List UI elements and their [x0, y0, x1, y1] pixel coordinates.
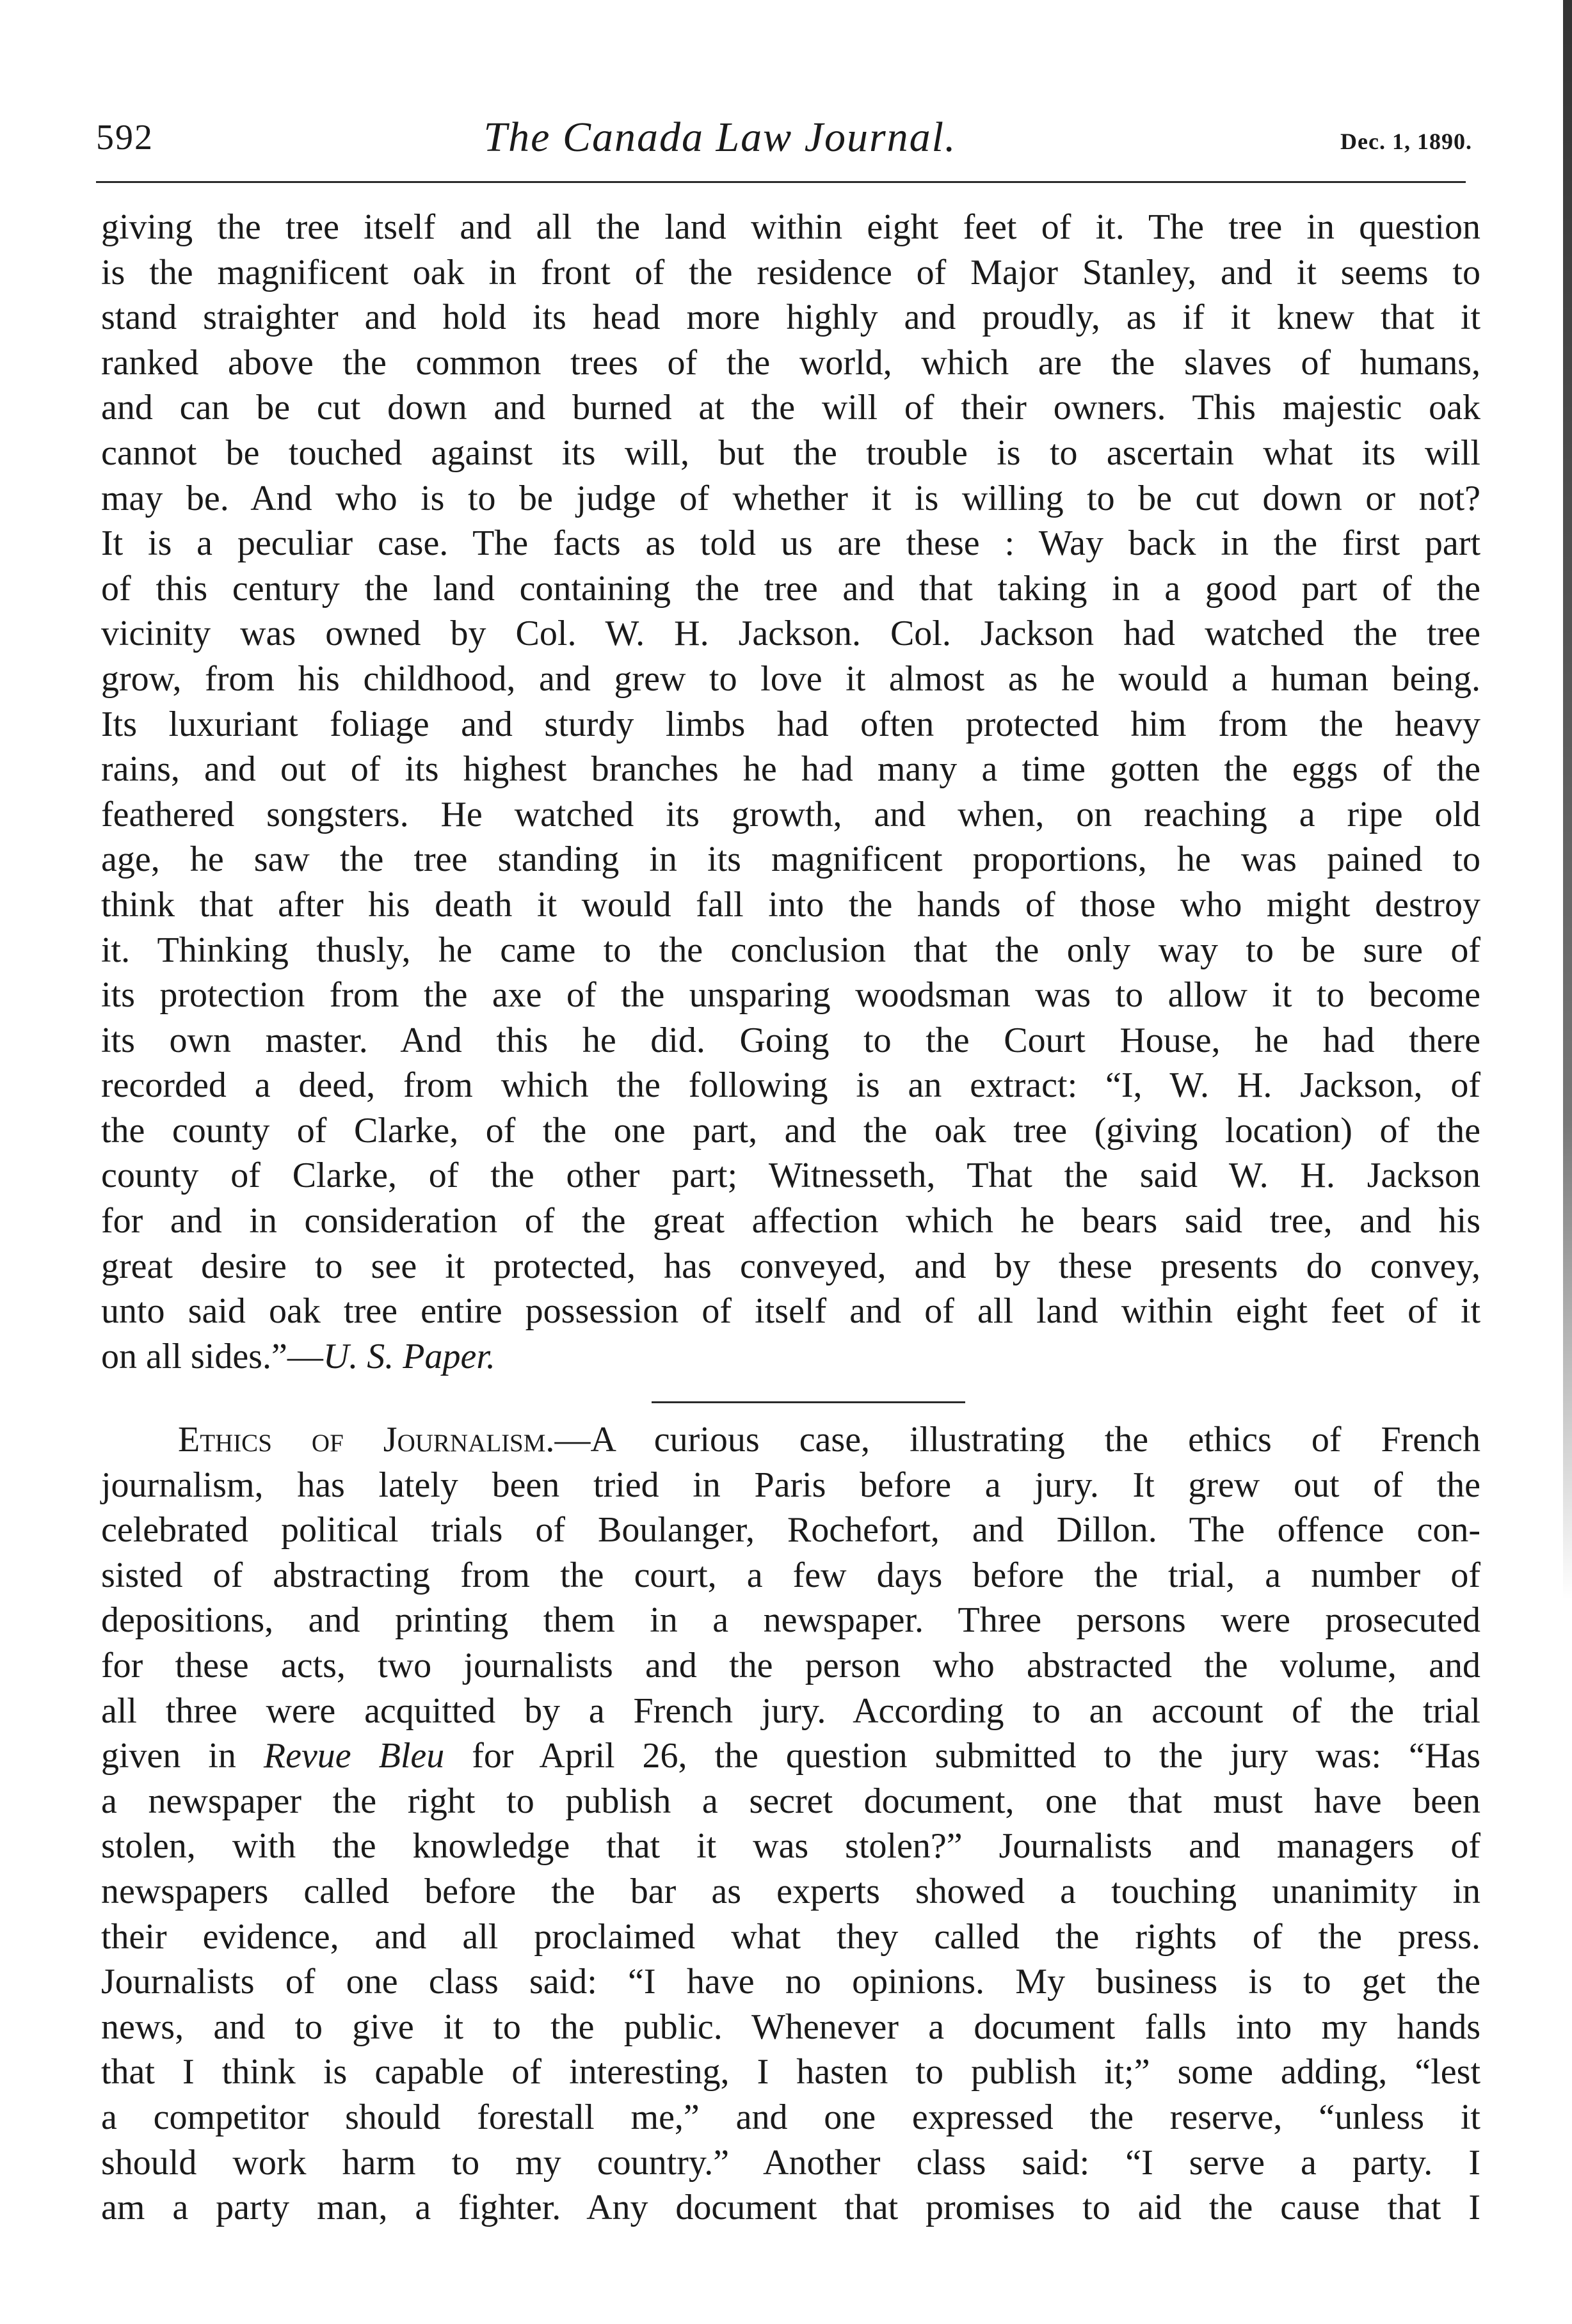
article-ethics-of-journalism: [101, 1417, 1480, 2231]
text-line: sisted of abstracting from the court, a few days before the trial, a number of: [101, 1555, 1480, 1595]
revue-text-before: given in: [101, 1736, 264, 1776]
text-line: great desire to see it protected, has conveyed, and by these presents do convey,: [101, 1246, 1480, 1286]
revue-title: Revue Bleu: [263, 1736, 445, 1776]
text-line: all three were acquitted by a French jury. According to an account of the trial: [101, 1691, 1480, 1731]
article-oak-tree: [101, 205, 1480, 1379]
text-line: of this century the land containing the tree and that taking in a good part of the: [101, 568, 1480, 609]
text-line: its own master. And this he did. Going to the Court House, he had there: [101, 1020, 1480, 1060]
issue-date: Dec. 1, 1890.: [1340, 129, 1472, 154]
text-line: Its luxuriant foliage and sturdy limbs had often protected him from the heavy: [101, 704, 1480, 744]
text-line: it. Thinking thusly, he came to the conclusion that the only way to be sure of: [101, 930, 1480, 970]
text-line: am a party man, a fighter. Any document that promises to aid the cause that I: [101, 2188, 1480, 2228]
text-line: for these acts, two journalists and the person who abstracted the volume, and: [101, 1645, 1480, 1685]
text-line: newspapers called before the bar as experts showed a touching unanimity in: [101, 1871, 1480, 1911]
binding-edge-shadow: [1563, 0, 1572, 1600]
text-line: vicinity was owned by Col. W. H. Jackson. Col. Jackson had watched the tree: [101, 614, 1480, 654]
text-line: It is a peculiar case. The facts as told us are these : Way back in the first part: [101, 523, 1480, 564]
text-line: ranked above the common trees of the world, which are the slaves of humans,: [101, 342, 1480, 383]
text-line: should work harm to my country.” Another class said: “I serve a party. I: [101, 2142, 1480, 2183]
text-line: unto said oak tree entire possession of itself and of all land within eight feet of it: [101, 1291, 1480, 1332]
section-heading: Ethics of Journalism.: [178, 1420, 555, 1460]
text-line: cannot be touched against its will, but the trouble is to ascertain what its will: [101, 433, 1480, 473]
text-line: think that after his death it would fall into the hands of those who might destroy: [101, 884, 1480, 925]
text-line: a competitor should forestall me,” and one expressed the reserve, “unless it: [101, 2097, 1480, 2137]
revue-line: [101, 1733, 1480, 1779]
text-line: is the magnificent oak in front of the residence of Major Stanley, and it seems to: [101, 252, 1480, 292]
opening-line: [101, 1417, 1480, 1463]
text-line: news, and to give it to the public. Whenever a document falls into my hands: [101, 2007, 1480, 2047]
opening-text: —A curious case, illustrating the ethics of French: [554, 1420, 1480, 1460]
text-line: its protection from the axe of the unsparing woodsman was to allow it to become: [101, 975, 1480, 1015]
text-line: and can be cut down and burned at the will of their owners. This majestic oak: [101, 388, 1480, 428]
page-header: [96, 109, 1472, 166]
text-line: giving the tree itself and all the land within eight feet of it. The tree in question: [101, 207, 1480, 247]
text-line: for and in consideration of the great affection which he bears said tree, and his: [101, 1201, 1480, 1241]
text-line: stand straighter and hold its head more highly and proudly, as if it knew that it: [101, 298, 1480, 338]
text-line: celebrated political trials of Boulanger, Rochefort, and Dillon. The offence con-: [101, 1510, 1480, 1550]
text-line: rains, and out of its highest branches he had many a time gotten the eggs of the: [101, 749, 1480, 790]
closing-text: on all sides.”—: [101, 1336, 323, 1376]
header-rule: [96, 181, 1466, 183]
revue-text-after: for April 26, the question submitted to the jury was: “Has: [444, 1736, 1480, 1776]
text-line: a newspaper the right to publish a secret document, one that must have been: [101, 1781, 1480, 1821]
page-number: 592: [96, 118, 154, 157]
closing-line: [101, 1334, 1480, 1380]
source-citation: U. S. Paper.: [323, 1336, 495, 1376]
text-line: depositions, and printing them in a newspaper. Three persons were prosecuted: [101, 1600, 1480, 1641]
journal-title: The Canada Law Journal.: [483, 114, 957, 161]
text-line: grow, from his childhood, and grew to love it almost as he would a human being.: [101, 658, 1480, 699]
text-line: age, he saw the tree standing in its magnificent proportions, he was pained to: [101, 840, 1480, 880]
text-line: county of Clarke, of the other part; Witnesseth, That the said W. H. Jackson: [101, 1156, 1480, 1196]
text-line: recorded a deed, from which the following is an extract: “I, W. H. Jackson, of: [101, 1065, 1480, 1106]
text-line: may be. And who is to be judge of whether it is willing to be cut down or not?: [101, 478, 1480, 518]
text-line: journalism, has lately been tried in Paris before a jury. It grew out of the: [101, 1465, 1480, 1505]
text-line: the county of Clarke, of the one part, and the oak tree (giving location) of the: [101, 1110, 1480, 1150]
text-line: Journalists of one class said: “I have no opinions. My business is to get the: [101, 1962, 1480, 2002]
text-line: stolen, with the knowledge that it was stolen?” Journalists and managers of: [101, 1826, 1480, 1866]
text-line: that I think is capable of interesting, I hasten to publish it;” some adding, “lest: [101, 2052, 1480, 2092]
text-line: feathered songsters. He watched its growth, and when, on reaching a ripe old: [101, 794, 1480, 834]
section-divider: [652, 1401, 965, 1403]
text-line: their evidence, and all proclaimed what they called the rights of the press.: [101, 1916, 1480, 1957]
